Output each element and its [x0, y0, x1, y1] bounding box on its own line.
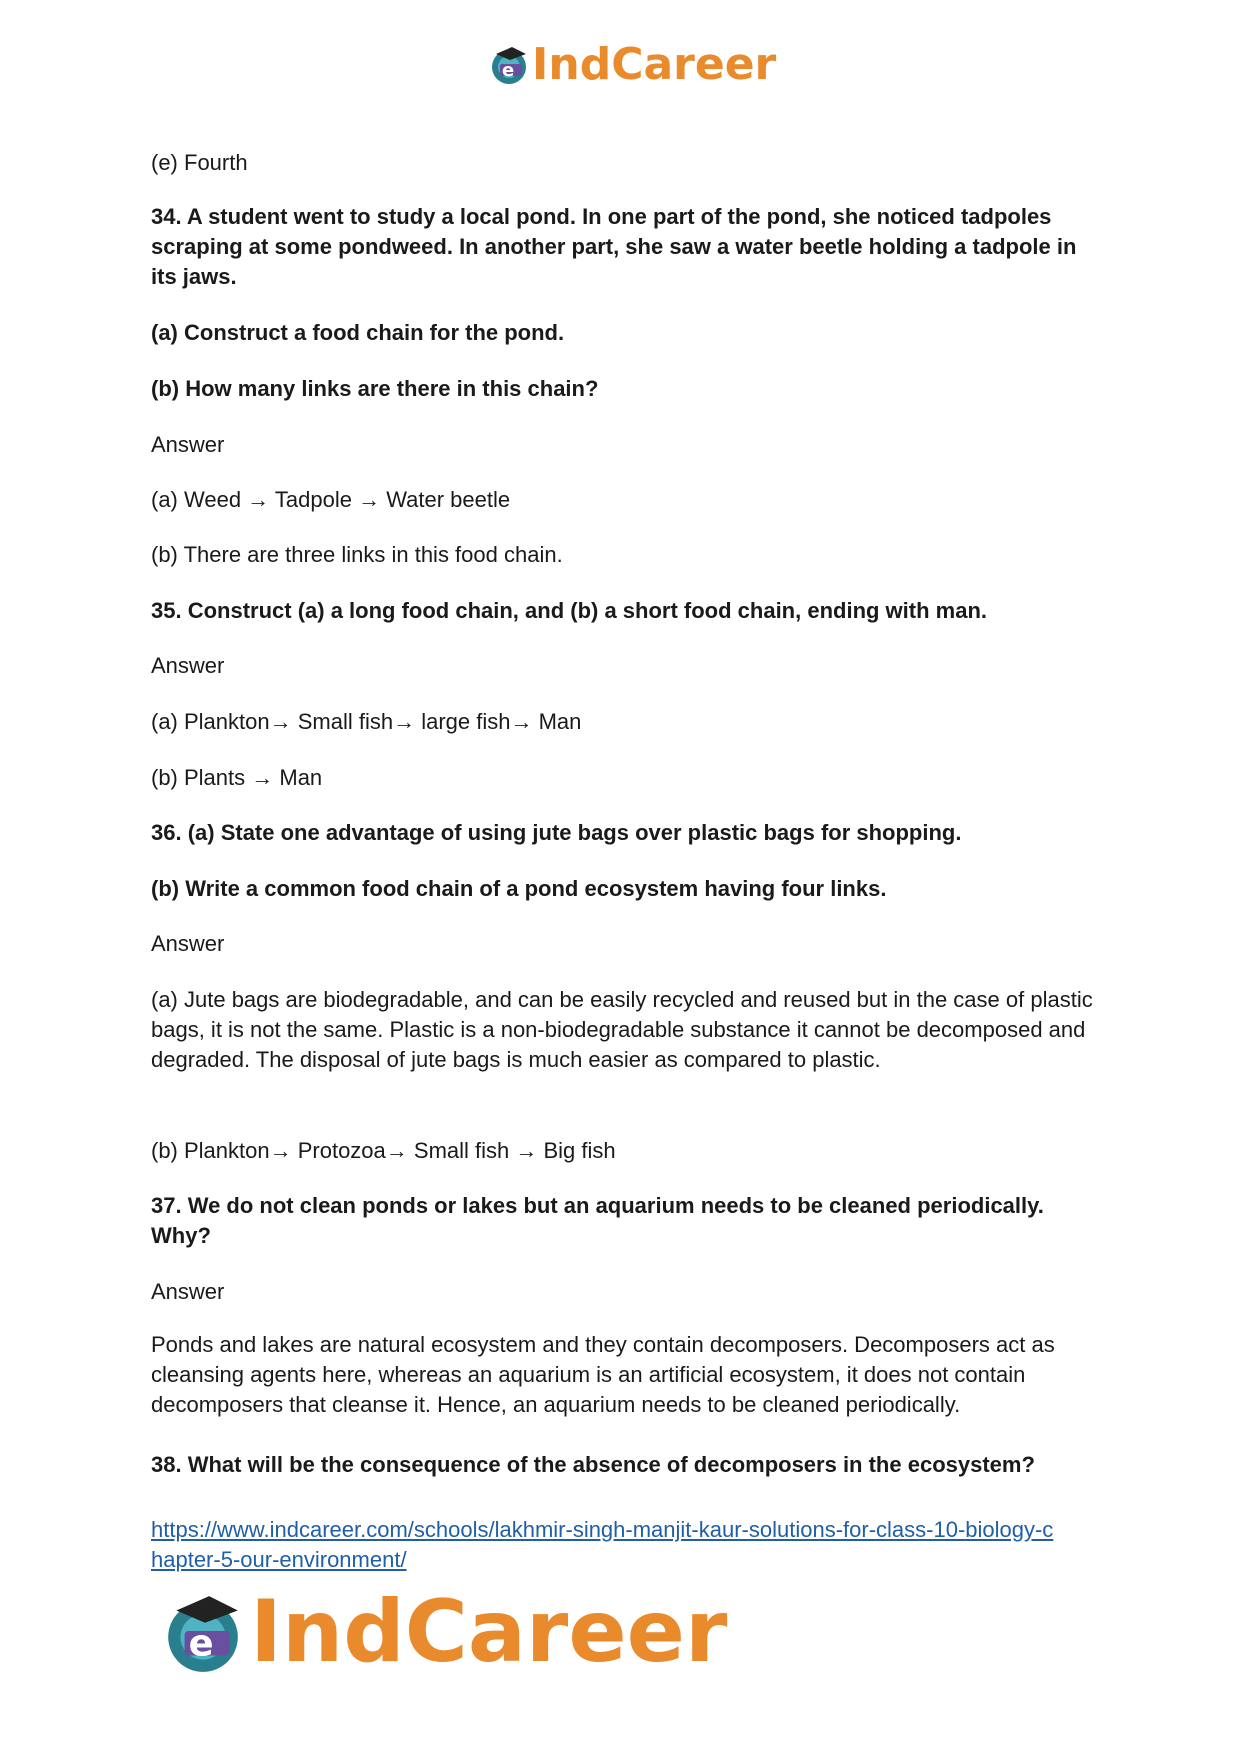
question-34: 34. A student went to study a local pond. In one part of the pond, she noticed tadpoles scraping at some pondweed. In another part, she saw a water beetle holding a tadpole in its jaws.: [151, 204, 1077, 289]
answer-text: (b) Plants → Man: [151, 765, 323, 790]
svg-text:e: e: [502, 60, 515, 81]
answer-label: Answer: [151, 931, 225, 956]
header-logo: [488, 40, 776, 90]
answer-text: Ponds and lakes are natural ecosystem and they contain decomposers. Decomposers act as cleansing agents here, whereas an aquarium is an artificial ecosystem, it does not contain decomposers that cleanse it. Hence, an aquarium needs to be cleaned periodically.: [151, 1332, 1055, 1417]
logo-wordmark: IndCareer: [532, 39, 777, 90]
question-37: 37. We do not clean ponds or lakes but an aquarium needs to be cleaned periodically. Why?: [151, 1193, 1044, 1248]
answer-text: (b) There are three links in this food chain.: [151, 542, 563, 567]
paragraph: (e) Fourth: [151, 150, 248, 175]
question-34b: (b) How many links are there in this chain?: [151, 376, 599, 401]
question-38: 38. What will be the consequence of the absence of decomposers in the ecosystem?: [151, 1452, 1035, 1477]
source-link-line2: hapter-5-our-environment/: [151, 1547, 407, 1572]
question-35: 35. Construct (a) a long food chain, and (b) a short food chain, ending with man.: [151, 598, 988, 623]
logo-wordmark: IndCareer: [250, 1582, 728, 1682]
answer-label: Answer: [151, 432, 225, 457]
svg-text:e: e: [188, 1621, 214, 1665]
answer-text: (b) Plankton→ Protozoa→ Small fish → Big fish: [151, 1138, 616, 1163]
answer-label: Answer: [151, 1279, 225, 1304]
question-34a: (a) Construct a food chain for the pond.: [151, 320, 565, 345]
answer-text: (a) Plankton→ Small fish→ large fish→ Man: [151, 709, 582, 734]
footer-logo: [160, 1582, 728, 1682]
question-36b: (b) Write a common food chain of a pond ecosystem having four links.: [151, 876, 887, 901]
answer-label: Answer: [151, 653, 225, 678]
graduation-globe-icon: [488, 44, 530, 86]
graduation-globe-icon: [160, 1590, 246, 1676]
source-link-line1: https://www.indcareer.com/schools/lakhmir-singh-manjit-kaur-solutions-for-class-10-biology-c: [151, 1517, 1054, 1542]
answer-text: (a) Jute bags are biodegradable, and can be easily recycled and reused but in the case of plastic bags, it is not the same. Plastic is a non-biodegradable substance it cannot be decomposed and degraded. The disposal of jute bags is much easier as compared to plastic.: [151, 987, 1093, 1072]
question-36a: 36. (a) State one advantage of using jute bags over plastic bags for shopping.: [151, 820, 962, 845]
source-link[interactable]: [151, 1515, 1101, 1575]
answer-text: (a) Weed → Tadpole → Water beetle: [151, 487, 511, 512]
